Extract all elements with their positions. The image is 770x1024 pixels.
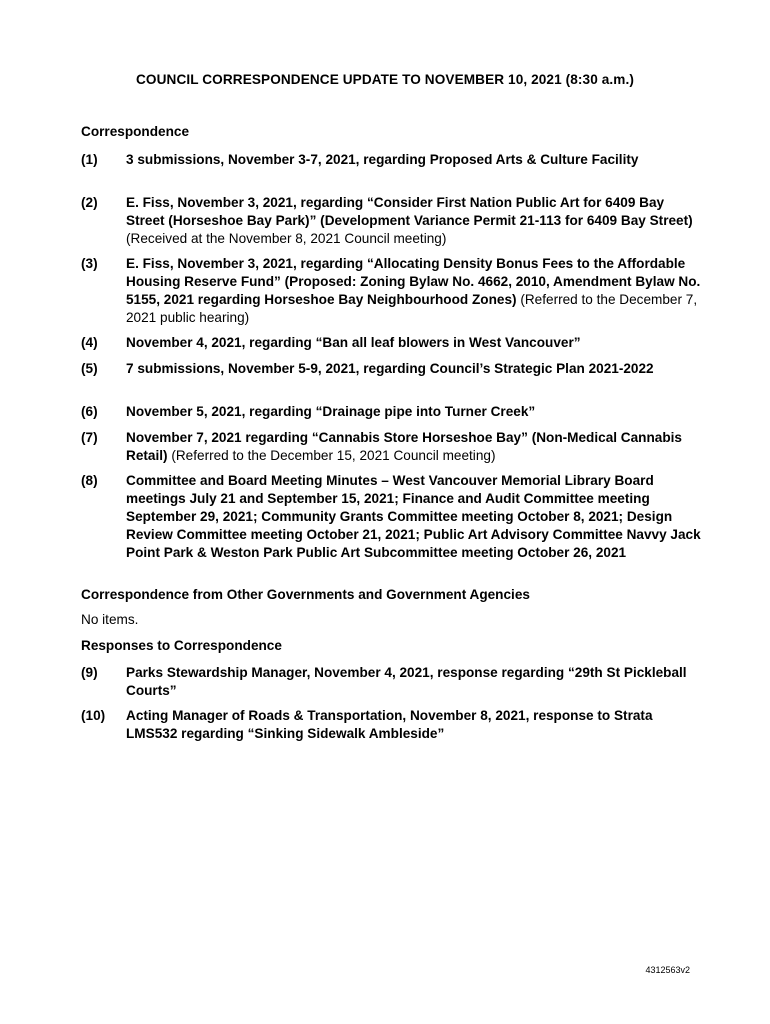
item-text: E. Fiss, November 3, 2021, regarding “Consider First Nation Public Art for 6409 Bay Street (Horseshoe Bay Park)” (Development Variance Permit 21-113 for 6409 Bay Street) xyxy=(126,195,693,228)
section-heading-other-governments: Correspondence from Other Governments and Government Agencies xyxy=(81,587,530,602)
item-number: (7) xyxy=(81,430,98,445)
item-note: (Received at the November 8, 2021 Council meeting) xyxy=(126,231,447,246)
item-number: (4) xyxy=(81,335,98,350)
list-item xyxy=(81,151,701,169)
item-number: (1) xyxy=(81,152,98,167)
list-item xyxy=(81,429,701,465)
list-item xyxy=(81,334,701,352)
item-text: November 4, 2021, regarding “Ban all leaf blowers in West Vancouver” xyxy=(126,335,581,350)
list-item xyxy=(81,707,701,743)
list-item xyxy=(81,360,701,378)
no-items-text: No items. xyxy=(81,612,139,627)
item-text: November 5, 2021, regarding “Drainage pipe into Turner Creek” xyxy=(126,404,536,419)
item-text: Committee and Board Meeting Minutes – West Vancouver Memorial Library Board meetings July 21 and September 15, 2021; Finance and Audit Committee meeting September 29, 2021; Community Grants Committee meeting October 8, 2021; Design Review Committee meeting October 21, 2021; Public Art Advisory Committee Navvy Jack Point Park & Weston Park Public Art Subcommittee meeting October 26, 2021 xyxy=(126,473,701,560)
item-number: (6) xyxy=(81,404,98,419)
item-number: (8) xyxy=(81,473,98,488)
section-heading-responses: Responses to Correspondence xyxy=(81,638,282,653)
item-text: Acting Manager of Roads & Transportation, November 8, 2021, response to Strata LMS532 regarding “Sinking Sidewalk Ambleside” xyxy=(126,708,653,741)
document-title: COUNCIL CORRESPONDENCE UPDATE TO NOVEMBER 10, 2021 (8:30 a.m.) xyxy=(136,72,634,87)
list-item xyxy=(81,403,701,421)
item-text: 7 submissions, November 5-9, 2021, regarding Council’s Strategic Plan 2021-2022 xyxy=(126,361,654,376)
item-text: E. Fiss, November 3, 2021, regarding “Allocating Density Bonus Fees to the Affordable Housing Reserve Fund” (Proposed: Zoning Bylaw No. 4662, 2010, Amendment Bylaw No. 5155, 2021 regarding Horseshoe Bay Neighbourhood Zones) xyxy=(126,256,701,307)
item-number: (10) xyxy=(81,708,106,723)
item-number: (2) xyxy=(81,195,98,210)
item-text: 3 submissions, November 3-7, 2021, regarding Proposed Arts & Culture Facility xyxy=(126,152,639,167)
item-number: (9) xyxy=(81,665,98,680)
document-id-footer: 4312563v2 xyxy=(645,965,690,975)
list-item xyxy=(81,194,701,248)
section-heading-correspondence: Correspondence xyxy=(81,124,190,139)
item-text: Parks Stewardship Manager, November 4, 2021, response regarding “29th St Pickleball Courts” xyxy=(126,665,687,698)
list-item xyxy=(81,472,701,562)
item-number: (5) xyxy=(81,361,98,376)
item-note: (Referred to the December 15, 2021 Council meeting) xyxy=(167,448,496,463)
item-number: (3) xyxy=(81,256,98,271)
item-note: (Referred to the December 7, 2021 public hearing) xyxy=(126,292,698,325)
list-item xyxy=(81,664,701,700)
item-text: November 7, 2021 regarding “Cannabis Store Horseshoe Bay” (Non-Medical Cannabis Retail) xyxy=(126,430,682,463)
list-item xyxy=(81,255,701,327)
